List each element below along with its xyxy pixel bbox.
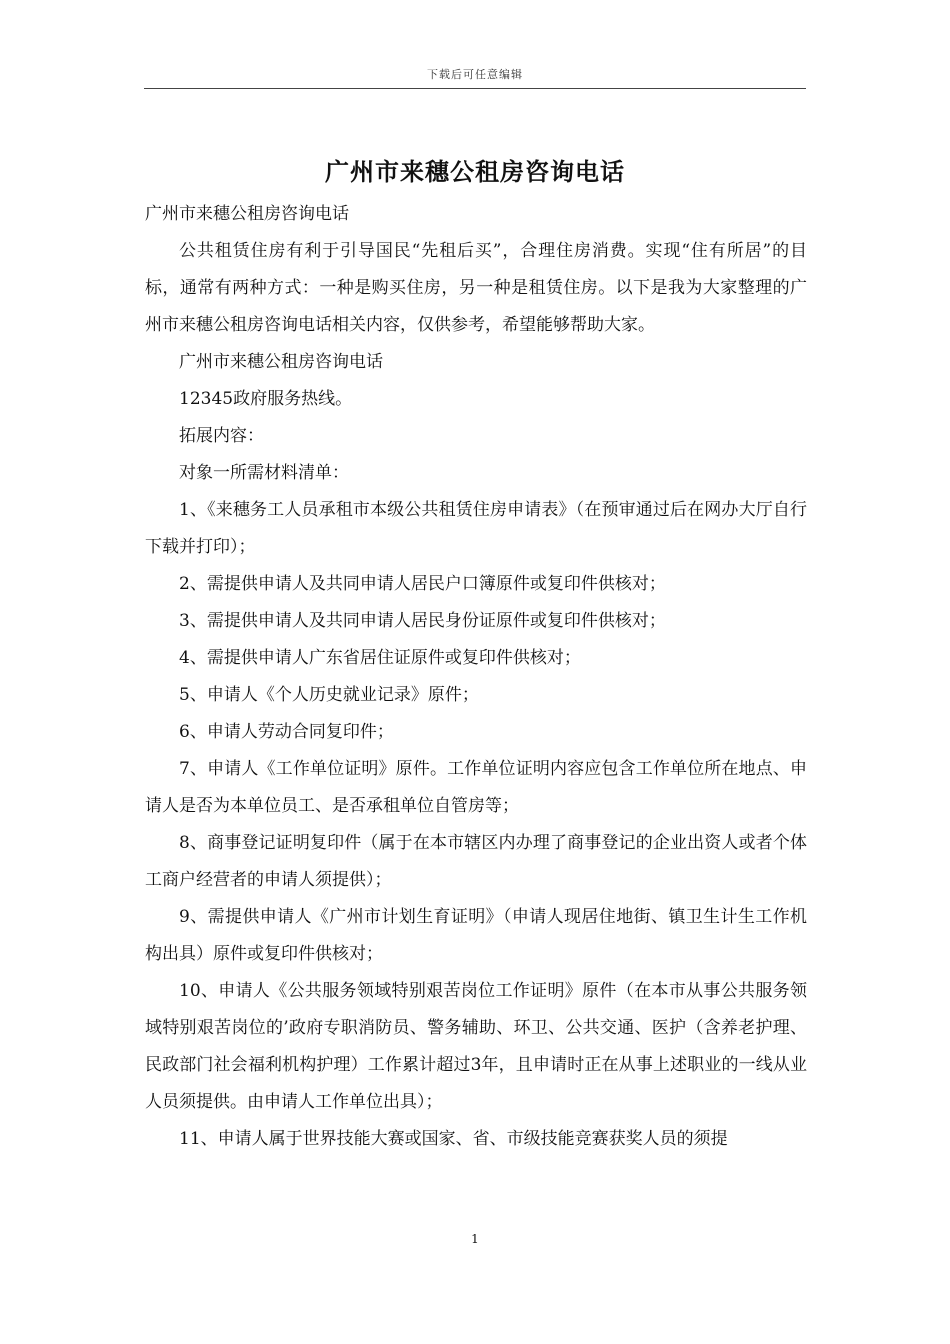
paragraph-hotline: 12345政府服务热线。 xyxy=(179,389,353,409)
list-item-1: 1、《来穗务工人员承租市本级公共租赁住房申请表》（在预审通过后在网办大厅自行下载并打印）； xyxy=(145,500,807,557)
list-item-10: 10、申请人《公共服务领域特别艰苦岗位工作证明》原件（在本市从事公共服务领域特别艰苦岗位的’政府专职消防员、警务辅助、环卫、公共交通、医护（含养老护理、民政部门社会福利机构护理）工作累计超过3年，且申请时正在从事上述职业的一线从业人员须提供。由申请人工作单位出具）； xyxy=(145,981,807,1112)
subtitle-line: 广州市来穗公租房咨询电话 xyxy=(145,204,349,224)
header-note: 下载后可任意编辑 xyxy=(427,68,523,81)
document-body xyxy=(145,196,807,1158)
list-item-5: 5、申请人《个人历史就业记录》原件； xyxy=(179,685,479,705)
list-item-4: 4、需提供申请人广东省居住证原件或复印件供核对； xyxy=(179,648,581,668)
list-item-7: 7、申请人《工作单位证明》原件。工作单位证明内容应包含工作单位所在地点、申请人是否为本单位员工、是否承租单位自管房等； xyxy=(145,759,807,816)
paragraph-intro: 公共租赁住房有利于引导国民“先租后买”，合理住房消费。实现“住有所居”的目标，通常有两种方式：一种是购买住房，另一种是租赁住房。以下是我为大家整理的广州市来穗公租房咨询电话相关内容，仅供参考，希望能够帮助大家。 xyxy=(145,241,807,335)
header-divider xyxy=(144,88,806,89)
paragraph-materials-heading: 对象一所需材料清单： xyxy=(179,463,349,483)
paragraph-extended: 拓展内容： xyxy=(179,426,264,446)
list-item-11: 11、申请人属于世界技能大赛或国家、省、市级技能竞赛获奖人员的须提 xyxy=(179,1129,728,1149)
paragraph-hotline-heading: 广州市来穗公租房咨询电话 xyxy=(179,352,383,372)
list-item-3: 3、需提供申请人及共同申请人居民身份证原件或复印件供核对； xyxy=(179,611,666,631)
list-item-8: 8、商事登记证明复印件（属于在本市辖区内办理了商事登记的企业出资人或者个体工商户经营者的申请人须提供）； xyxy=(145,833,807,890)
document-title: 广州市来穗公租房咨询电话 xyxy=(325,157,625,186)
list-item-2: 2、需提供申请人及共同申请人居民户口簿原件或复印件供核对； xyxy=(179,574,666,594)
page-number: 1 xyxy=(471,1232,479,1246)
list-item-9: 9、需提供申请人《广州市计划生育证明》（申请人现居住地街、镇卫生计生工作机构出具）原件或复印件供核对； xyxy=(145,907,807,964)
list-item-6: 6、申请人劳动合同复印件； xyxy=(179,722,394,742)
